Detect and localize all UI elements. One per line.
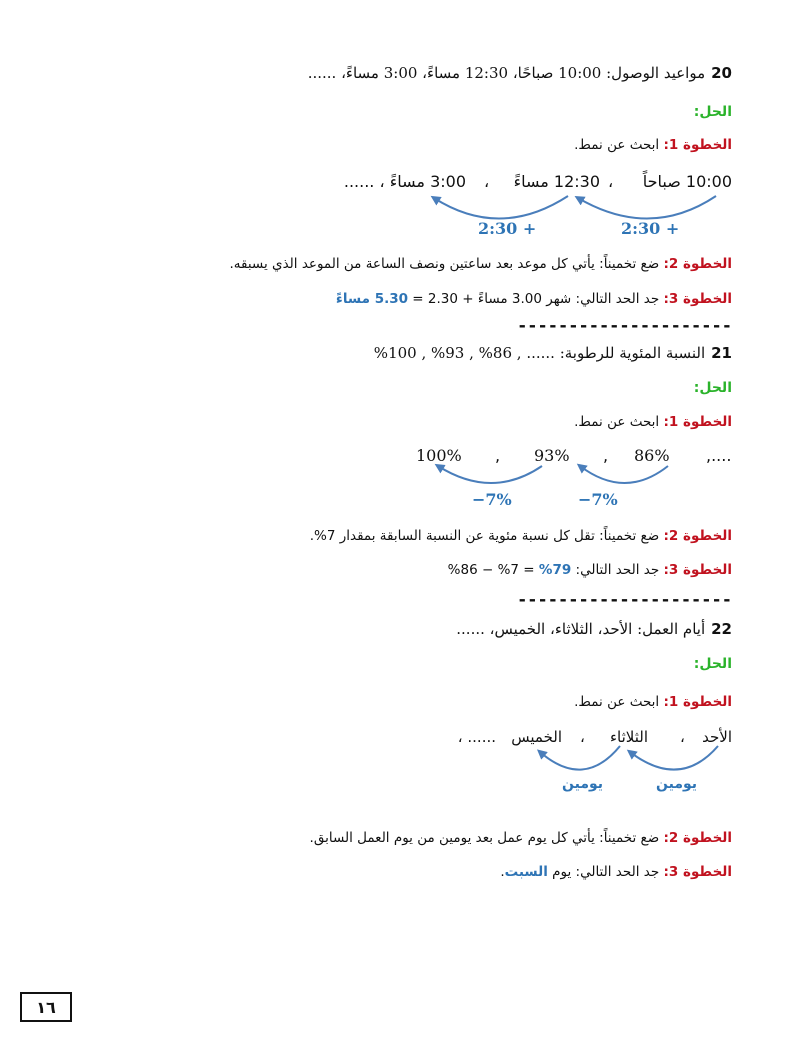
sequence-separator: , xyxy=(495,446,501,465)
arrow-6 xyxy=(630,746,718,770)
step-text: ضع تخميناً: يأتي كل يوم عمل بعد يومين من يوم العمل السابق. xyxy=(309,830,664,846)
expression: = 7% − 86% xyxy=(447,562,539,578)
sequence-separator: ، xyxy=(680,728,685,746)
step-text: ابحث عن نمط. xyxy=(574,414,664,430)
separator: --------------------- xyxy=(517,590,732,610)
question-number: 21 xyxy=(711,344,732,362)
sequence-term: 3:00 مساءً ، ...... xyxy=(343,172,466,191)
separator: --------------------- xyxy=(517,316,732,336)
sequence-separator: ، xyxy=(484,172,490,191)
step-label: الخطوة 2: xyxy=(663,830,732,846)
step-text: جد الحد التالي: xyxy=(571,562,664,578)
answer: 79% xyxy=(538,562,572,578)
step-text: ضع تخميناً: تقل كل نسبة مئوية عن النسبة السابقة بمقدار 7%. xyxy=(309,528,664,544)
step-text: ضع تخميناً: يأتي كل موعد بعد ساعتين ونصف الساعة من الموعد الذي يسبقه. xyxy=(229,256,664,272)
arrow-1 xyxy=(434,196,568,219)
answer: 5.30 مساءً xyxy=(335,291,409,307)
difference-label: يومين xyxy=(656,776,698,792)
page-number: ١٦ xyxy=(20,992,72,1022)
step-end: . xyxy=(500,864,505,880)
step-label: الخطوة 1: xyxy=(663,414,732,430)
difference-label: 2:30 + xyxy=(621,219,680,238)
question-21 xyxy=(374,344,732,362)
step-label: الخطوة 2: xyxy=(663,528,732,544)
sequence-term: ,.... xyxy=(706,446,732,465)
arrow-4 xyxy=(580,466,668,483)
arrow-5 xyxy=(540,746,620,770)
step-2 xyxy=(229,256,732,272)
answer: السبت xyxy=(504,864,548,880)
sequence-term: الخميس xyxy=(511,728,562,746)
difference-label: يومين xyxy=(562,776,604,792)
question-text: أيام العمل: الأحد، الثلاثاء، الخميس، ...... xyxy=(456,620,706,638)
question-text: النسبة المئوية للرطوبة: ...... , 86% , 93% , 100% xyxy=(373,344,706,362)
step-label: الخطوة 3: xyxy=(663,291,732,307)
step-3 xyxy=(336,291,732,307)
step-label: الخطوة 3: xyxy=(663,864,732,880)
difference-label: −7% xyxy=(472,490,512,509)
sequence-term: 10:00 صباحاً xyxy=(642,172,732,191)
sequence-term: 93% xyxy=(534,446,570,465)
step-2 xyxy=(310,528,732,544)
question-text: مواعيد الوصول: 10:00 صباحًا، 12:30 مساءً، 3:00 مساءً، ...... xyxy=(307,64,706,82)
sequence-term: الثلاثاء xyxy=(609,728,648,746)
difference-label: 2:30 + xyxy=(478,219,537,238)
step-text: جد الحد التالي: شهر 3.00 مساءً + 2.30 = xyxy=(408,291,664,307)
sequence-term: ، ...... xyxy=(457,728,496,746)
step-label: الخطوة 1: xyxy=(663,137,732,153)
step-text: ابحث عن نمط. xyxy=(574,137,664,153)
step-1 xyxy=(574,414,732,430)
sequence-term: 12:30 مساءً xyxy=(513,172,600,191)
step-text: ابحث عن نمط. xyxy=(574,694,664,710)
step-label: الخطوة 3: xyxy=(663,562,732,578)
arrow-2 xyxy=(578,196,716,219)
solution-label: الحل: xyxy=(693,380,732,396)
sequence-separator: , xyxy=(603,446,609,465)
step-label: الخطوة 1: xyxy=(663,694,732,710)
solution-label: الحل: xyxy=(693,656,732,672)
arrow-3 xyxy=(438,466,542,483)
step-text: جد الحد التالي: يوم xyxy=(547,864,664,880)
step-label: الخطوة 2: xyxy=(663,256,732,272)
step-3 xyxy=(448,562,732,578)
step-3 xyxy=(500,864,732,880)
question-number: 22 xyxy=(711,620,732,638)
sequence-term: 100% xyxy=(416,446,462,465)
step-2 xyxy=(310,830,732,846)
sequence-separator: ، xyxy=(608,172,614,191)
question-number: 20 xyxy=(711,64,732,82)
question-22 xyxy=(456,620,732,638)
solution-label: الحل: xyxy=(693,104,732,120)
step-1 xyxy=(574,694,732,710)
sequence-term: الأحد xyxy=(702,728,732,746)
difference-label: −7% xyxy=(578,490,618,509)
sequence-separator: ، xyxy=(580,728,585,746)
sequence-term: 86% xyxy=(634,446,670,465)
